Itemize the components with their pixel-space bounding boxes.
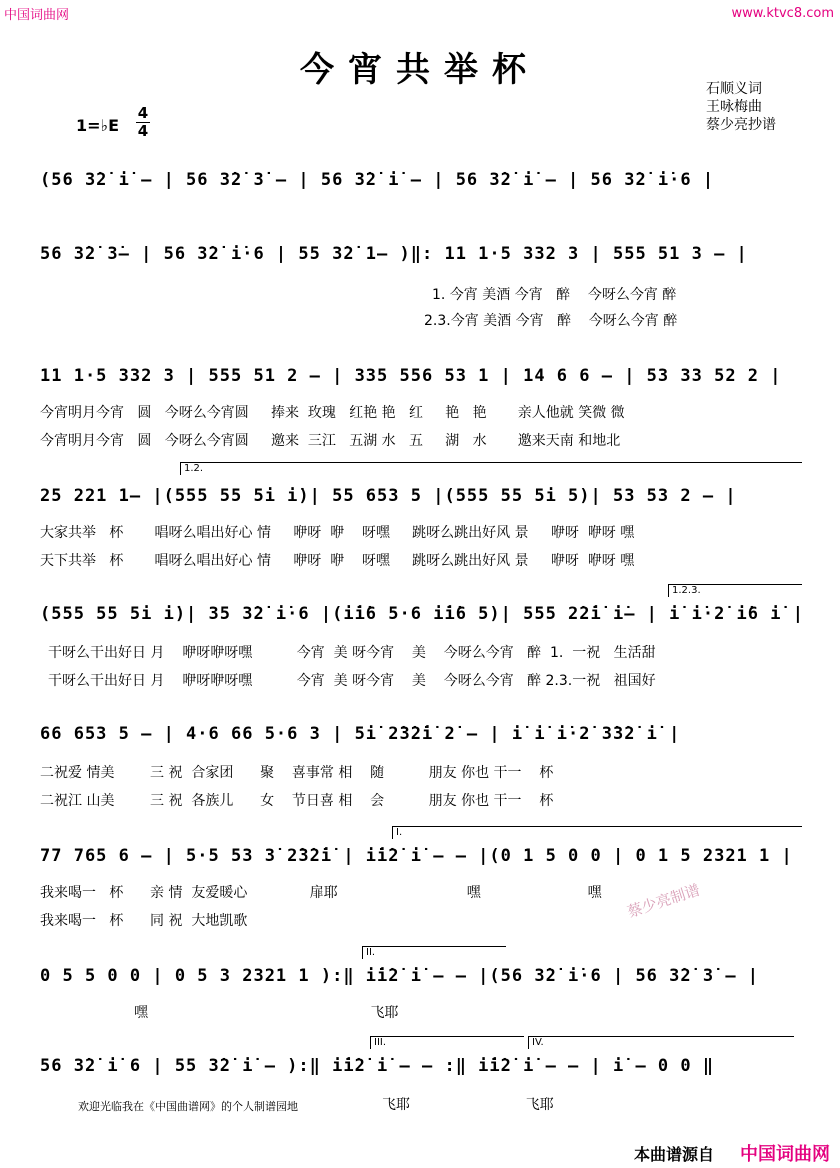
- notation-row-7: 77 765 6 – | 5·5 53 3̇ 2̇3̇2̇i̇ | i̇i̇2̇ i̇ – – |(0 1 5 0 0 | 0 1 5 2321 1 |: [40, 846, 793, 866]
- lyric-row-2b: 2.3.今宵 美酒 今宵 醉 今呀么今宵 醉: [424, 313, 678, 329]
- lyric-row-6b: 二祝江 山美 三 祝 各族儿 女 节日喜 相 会 朋友 你也 干一 杯: [40, 793, 554, 809]
- lyric-row-5b: 干呀么干出好日 月 咿呀咿呀嘿 今宵 美 呀今宵 美 今呀么今宵 醉 2.3.一祝 祖国好: [48, 673, 656, 689]
- site-name-left[interactable]: 中国词曲网: [4, 8, 70, 23]
- notation-row-9: 56 3̇2̇ i̇ 6 | 55 3̇2̇ i̇ – ):‖ i̇i̇2̇ i̇ – – :‖ i̇i̇2̇ i̇ – – | i̇ – 0 0 ‖: [40, 1056, 715, 1076]
- lyric-row-2a: 1. 今宵 美酒 今宵 醉 今呀么今宵 醉: [432, 287, 677, 303]
- lyric-row-7a: 我来喝一 杯 亲 情 友爱暖心 扉耶 嘿 嘿: [40, 885, 602, 901]
- notation-row-2: 56 3̇2̇ 3̇– | 56 3̇2̇ i̇·6 | 55 3̇2̇ 1– )‖: 11 1·5 332 3 | 555 51 3 – |: [40, 244, 748, 264]
- song-title: 今宵共举杯: [300, 50, 540, 90]
- notation-row-8: 0 5 5 0 0 | 0 5 3 2321 1 ):‖ i̇i̇2̇ i̇ – – |(56 3̇2̇ i̇·6 | 56 3̇2̇ 3̇ – |: [40, 966, 760, 986]
- notation-row-3: 11 1·5 332 3 | 555 51 2 – | 335 556 53 1 | 14 6 6 – | 53 33 52 2 |: [40, 366, 782, 386]
- footer-brand[interactable]: 中国词曲网: [740, 1144, 830, 1165]
- lyric-row-7b: 我来喝一 杯 同 祝 大地凯歌: [40, 913, 248, 929]
- time-top: 4: [137, 104, 149, 122]
- lyric-row-8a: 嘿 飞耶: [134, 1005, 399, 1021]
- transcriber: 蔡少亮抄谱: [706, 117, 776, 133]
- lyric-row-5a: 干呀么干出好日 月 咿呀咿呀嘿 今宵 美 呀今宵 美 今呀么今宵 醉 1. 一祝 生活甜: [48, 645, 656, 661]
- time-signature: [136, 106, 150, 139]
- notation-row-1: (56 3̇2̇ i̇ – | 56 3̇2̇ 3̇ – | 56 3̇2̇ i̇ – | 56 3̇2̇ i̇ – | 56 3̇2̇ i̇·6 |: [40, 170, 715, 190]
- footer-note: 欢迎光临我在《中国曲谱网》的个人制谱园地: [78, 1100, 298, 1113]
- volta-1-2-3: 1.2.3.: [668, 584, 802, 597]
- lyric-row-9a: 飞耶 飞耶: [382, 1097, 554, 1113]
- time-bottom: 4: [137, 122, 149, 140]
- volta-III: III.: [370, 1036, 524, 1049]
- watermark: 蔡少亮制谱: [625, 880, 703, 922]
- notation-row-4: 25 221 1– |(555 55 5i i̇)| 55 653 5 |(555 55 5i 5)| 53 53 2 – |: [40, 486, 737, 506]
- credits: [706, 80, 776, 134]
- volta-IV: IV.: [528, 1036, 794, 1049]
- lyric-row-6a: 二祝爱 情美 三 祝 合家团 聚 喜事常 相 随 朋友 你也 干一 杯: [40, 765, 554, 781]
- volta-I: I.: [392, 826, 802, 839]
- footer-source-label: 本曲谱源自: [634, 1145, 715, 1164]
- composer: 王咏梅曲: [706, 99, 762, 115]
- site-url-right[interactable]: www.ktvc8.com: [731, 6, 834, 21]
- lyric-row-4b: 天下共举 杯 唱呀么唱出好心 情 咿呀 咿 呀嘿 跳呀么跳出好风 景 咿呀 咿呀 嘿: [40, 553, 635, 569]
- lyric-row-3a: 今宵明月今宵 圆 今呀么今宵圆 捧来 玫瑰 红艳 艳 红 艳 艳 亲人他就 笑微 微: [40, 405, 625, 421]
- lyric-row-4a: 大家共举 杯 唱呀么唱出好心 情 咿呀 咿 呀嘿 跳呀么跳出好风 景 咿呀 咿呀 嘿: [40, 525, 635, 541]
- lyricist: 石顺义词: [706, 81, 762, 97]
- notation-row-6: 66 653 5 – | 4·6 66 5·6 3 | 5i̇ 2̇3̇2̇i̇ 2̇ – | i̇ i̇ i̇·2̇ 3̇3̇2̇ i̇ |: [40, 724, 681, 744]
- volta-1-2: 1.2.: [180, 462, 802, 475]
- lyric-row-3b: 今宵明月今宵 圆 今呀么今宵圆 邀来 三江 五湖 水 五 湖 水 邀来天南 和地北: [40, 433, 621, 449]
- key-signature: 1=♭E: [76, 116, 120, 135]
- notation-row-5: (555 55 5i i̇)| 35 3̇2̇ i̇·6 |(i̇i̇6 5·6 i̇i̇6 5)| 555 2̇2̇i̇ i̇– | i̇ i̇·2̇ i̇6 i̇ |: [40, 604, 804, 624]
- volta-II: II.: [362, 946, 506, 959]
